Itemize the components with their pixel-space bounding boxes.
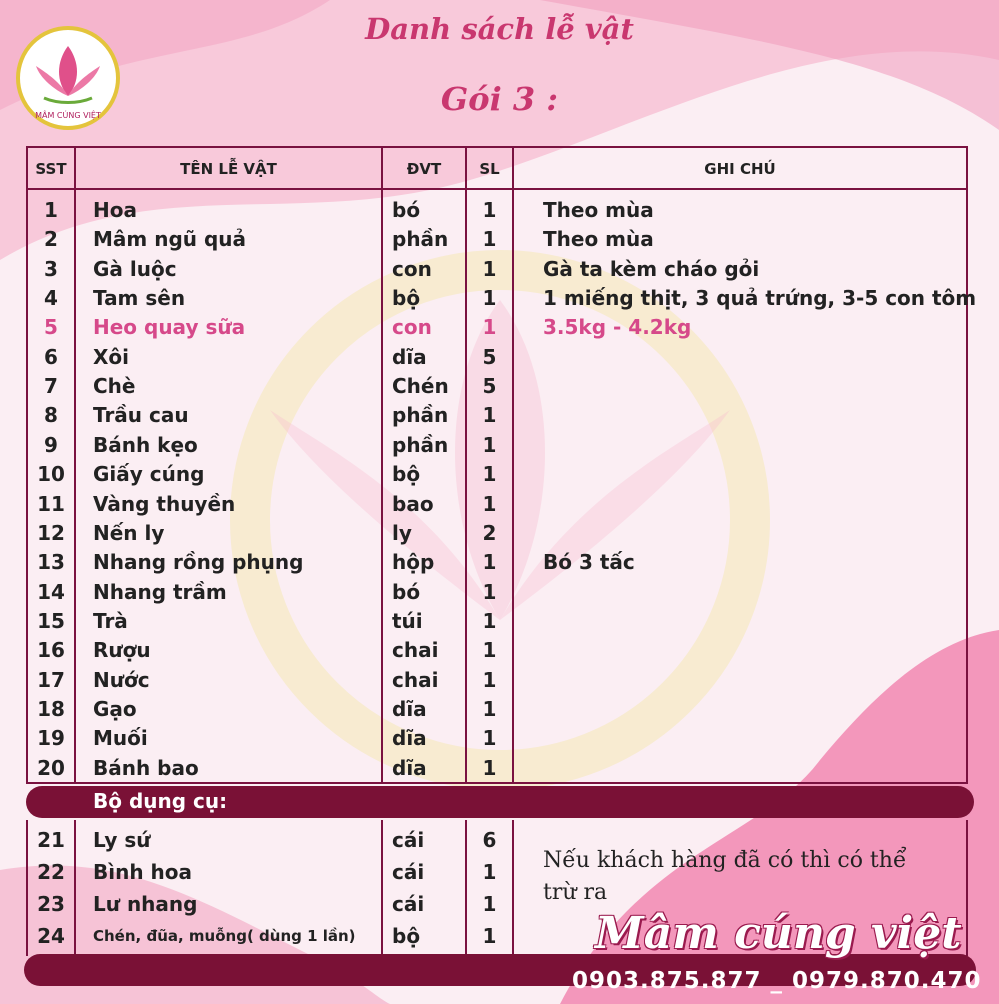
row-number: 12	[37, 520, 65, 545]
row-qty: 1	[482, 491, 497, 516]
row-name: Xôi	[93, 344, 130, 369]
row-number: 15	[37, 608, 65, 633]
row-unit: con	[392, 315, 432, 340]
row-unit: chai	[392, 667, 439, 692]
row-qty: 1	[482, 198, 497, 222]
tools-section-label: Bộ dụng cụ:	[93, 789, 228, 813]
header-qty: SL	[479, 160, 500, 178]
row-unit: phần	[392, 432, 449, 457]
row-number: 19	[37, 726, 65, 751]
row-note: Theo mùa	[543, 227, 654, 252]
tool-row-number: 21	[37, 828, 65, 852]
row-qty: 1	[482, 256, 497, 281]
row-number: 18	[37, 696, 65, 721]
row-unit: bộ	[392, 286, 421, 311]
row-qty: 1	[482, 638, 497, 663]
col-divider	[74, 146, 76, 784]
tool-row-number: 24	[37, 924, 65, 948]
row-number: 11	[37, 491, 65, 516]
row-qty: 1	[482, 755, 497, 780]
col-divider	[512, 146, 514, 784]
tool-row-name: Ly sứ	[93, 828, 151, 852]
row-unit: phần	[392, 403, 449, 428]
row-note: Gà ta kèm cháo gỏi	[543, 256, 760, 281]
row-unit: ly	[392, 520, 412, 545]
row-name: Trầu cau	[93, 403, 189, 428]
row-qty: 1	[482, 403, 497, 428]
header-sst: SST	[35, 160, 67, 178]
col-divider	[74, 820, 76, 956]
row-name: Bánh bao	[93, 755, 199, 780]
row-name: Muối	[93, 726, 148, 751]
row-unit: Chén	[392, 374, 449, 399]
row-name: Chè	[93, 374, 136, 399]
header-unit: ĐVT	[406, 160, 442, 178]
package-title: Gói 3 :	[440, 80, 559, 118]
tool-row-number: 22	[37, 860, 65, 884]
row-unit: hộp	[392, 550, 435, 575]
row-qty: 1	[482, 227, 497, 252]
row-name: Gạo	[93, 696, 137, 721]
row-number: 5	[44, 315, 58, 340]
row-number: 9	[44, 432, 58, 457]
row-number: 13	[37, 550, 65, 575]
row-number: 2	[44, 227, 58, 252]
tool-row-unit: bộ	[392, 924, 421, 948]
row-number: 8	[44, 403, 58, 428]
row-name: Hoa	[93, 198, 137, 222]
tool-row-unit: cái	[392, 892, 425, 916]
row-unit: túi	[392, 608, 423, 633]
row-qty: 1	[482, 608, 497, 633]
row-note: Bó 3 tấc	[543, 550, 635, 575]
header-divider	[26, 188, 968, 190]
row-unit: dĩa	[392, 344, 427, 369]
tool-row-name: Lư nhang	[93, 892, 198, 916]
row-unit: bó	[392, 579, 421, 604]
row-unit: bộ	[392, 462, 421, 487]
row-name: Vàng thuyền	[93, 491, 236, 516]
row-name: Nhang rồng phụng	[93, 550, 304, 575]
row-unit: dĩa	[392, 755, 427, 780]
tool-row-qty: 1	[482, 924, 497, 948]
row-name: Tam sên	[93, 286, 186, 311]
row-note: 1 miếng thịt, 3 quả trứng, 3-5 con tôm	[543, 286, 977, 311]
row-number: 1	[44, 198, 58, 222]
col-divider	[512, 820, 514, 956]
row-qty: 1	[482, 315, 497, 340]
row-qty: 1	[482, 432, 497, 457]
row-qty: 5	[482, 344, 497, 369]
row-name: Nước	[93, 667, 150, 692]
tool-row-unit: cái	[392, 828, 425, 852]
row-number: 3	[44, 256, 58, 281]
tool-row-number: 23	[37, 892, 65, 916]
row-qty: 1	[482, 579, 497, 604]
row-unit: con	[392, 256, 432, 281]
tools-note: Nếu khách hàng đã có thì có thể trừ ra	[543, 848, 907, 905]
row-number: 6	[44, 344, 58, 369]
brand-name: Mâm cúng việt	[595, 908, 962, 959]
row-name: Heo quay sữa	[93, 315, 246, 340]
phone-numbers: 0903.875.877 _ 0979.870.470	[572, 968, 982, 994]
row-unit: phần	[392, 227, 449, 252]
row-number: 20	[37, 755, 65, 780]
header-name: TÊN LỄ VẬT	[180, 160, 277, 178]
tool-row-name: Chén, đũa, muỗng( dùng 1 lần)	[93, 927, 356, 945]
row-unit: dĩa	[392, 726, 427, 751]
header-note: GHI CHÚ	[704, 160, 776, 178]
row-name: Gà luộc	[93, 256, 177, 281]
tool-row-name: Bình hoa	[93, 860, 193, 884]
row-number: 14	[37, 579, 65, 604]
row-unit: bó	[392, 198, 421, 222]
row-qty: 1	[482, 726, 497, 751]
logo-text: MÂM CÚNG VIỆT	[35, 111, 101, 120]
row-note: 3.5kg - 4.2kg	[543, 315, 692, 340]
tool-row-qty: 1	[482, 860, 497, 884]
row-number: 10	[37, 462, 65, 487]
row-number: 7	[44, 374, 58, 399]
row-unit: bao	[392, 491, 434, 516]
row-name: Mâm ngũ quả	[93, 227, 247, 252]
row-qty: 1	[482, 550, 497, 575]
row-qty: 1	[482, 462, 497, 487]
row-name: Rượu	[93, 638, 151, 663]
row-number: 17	[37, 667, 65, 692]
row-name: Nến ly	[93, 520, 165, 545]
page-title: Danh sách lễ vật	[365, 12, 634, 46]
col-divider	[381, 146, 383, 784]
row-unit: dĩa	[392, 696, 427, 721]
row-qty: 1	[482, 696, 497, 721]
row-name: Bánh kẹo	[93, 432, 198, 457]
col-divider	[381, 820, 383, 956]
row-name: Trà	[93, 608, 128, 633]
row-note: Theo mùa	[543, 198, 654, 222]
row-number: 4	[44, 286, 58, 311]
tool-row-qty: 1	[482, 892, 497, 916]
row-qty: 1	[482, 286, 497, 311]
tool-row-unit: cái	[392, 860, 425, 884]
row-unit: chai	[392, 638, 439, 663]
row-number: 16	[37, 638, 65, 663]
tool-row-qty: 6	[482, 828, 497, 852]
row-name: Nhang trầm	[93, 579, 227, 604]
row-qty: 1	[482, 667, 497, 692]
row-qty: 2	[482, 520, 497, 545]
row-name: Giấy cúng	[93, 462, 205, 487]
row-qty: 5	[482, 374, 497, 399]
